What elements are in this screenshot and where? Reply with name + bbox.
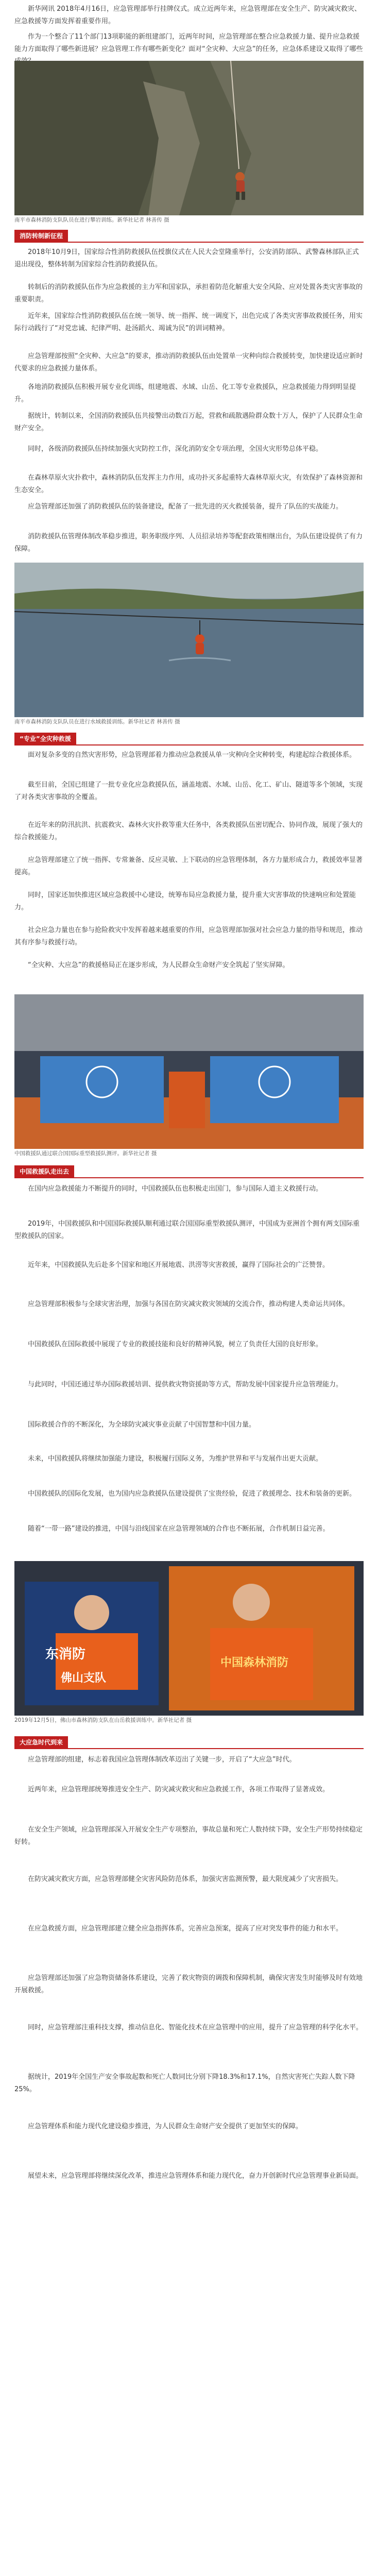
photo-sign-a: 佛山支队 xyxy=(61,1672,107,1685)
article-paragraph: 应急管理部的组建，标志着我国应急管理体制改革迈出了关键一步，开启了“大应急”时代。 xyxy=(28,1756,296,1764)
photo-water-rescue xyxy=(14,563,364,717)
article-paragraph: 应急管理部还加强了消防救援队伍的装备建设，配备了一批先进的灭火救援装备，提升了队伍的实战能力。 xyxy=(28,503,343,511)
article-paragraph: 转制后的消防救援队伍作为应急救援的主力军和国家队，承担着防范化解重大安全风险、应对处置各类灾害事故的重要职责。 xyxy=(14,283,363,303)
article-paragraph: 2018年10月9日，国家综合性消防救援队伍授旗仪式在人民大会堂隆重举行，公安消防部队、武警森林部队正式退出现役，整体转制为国家综合性消防救援队伍。 xyxy=(14,248,359,268)
section-header xyxy=(14,230,364,242)
section-title: 消防转制新征程 xyxy=(14,230,68,242)
article-paragraph: 与此同时，中国还通过举办国际救援培训、提供救灾物资援助等方式，帮助发展中国家提升应急管理能力。 xyxy=(28,1381,343,1388)
photo-caption: 南平市森林消防支队队员在进行攀岩训练。新华社记者 林善传 摄 xyxy=(14,217,169,223)
article-paragraph: 国际救援合作的不断深化，为全球防灾减灾事业贡献了中国智慧和中国力量。 xyxy=(28,1421,256,1429)
article-paragraph: 在安全生产领域，应急管理部深入开展安全生产专项整治，事故总量和死亡人数持续下降，安全生产形势持续稳定好转。 xyxy=(14,1826,363,1846)
section-header xyxy=(14,1736,364,1749)
article-paragraph: 展望未来，应急管理部将继续深化改革，推进应急管理体系和能力现代化，奋力开创新时代应急管理事业新局面。 xyxy=(28,2172,363,2180)
article-paragraph: 在近年来的防汛抗洪、抗震救灾、森林火灾扑救等重大任务中，各类救援队伍密切配合、协同作战，展现了强大的综合救援能力。 xyxy=(14,821,363,841)
article-paragraph: 应急管理部建立了统一指挥、专常兼备、反应灵敏、上下联动的应急管理体制，各方力量形成合力，救援效率显著提高。 xyxy=(14,856,363,876)
article-paragraph: 在应急救援方面，应急管理部建立健全应急指挥体系，完善应急预案，提高了应对突发事件的能力和水平。 xyxy=(28,1925,343,1933)
article-paragraph: 近年来，国家综合性消防救援队伍在统一领导、统一指挥、统一调度下，出色完成了各类灾害事故救援任务，用实际行动践行了“对党忠诚、纪律严明、赴汤蹈火、竭诚为民”的训词精神。 xyxy=(14,312,363,332)
photo-un-flags xyxy=(14,994,364,1149)
article-paragraph: 同时，各级消防救援队伍持续加强火灾防控工作，深化消防安全专项治理，全国火灾形势总体平稳。 xyxy=(28,445,323,453)
photo-rock-climbing xyxy=(14,61,364,215)
photo-caption: 中国救援队通过联合国国际重型救援队测评。新华社记者 摄 xyxy=(14,1150,157,1157)
article-paragraph: 作为一个整合了11个部门13项职能的新组建部门，近两年时间，应急管理部在整合应急救援力量、提升应急救援能力方面取得了哪些新进展？应急管理工作有哪些新变化？面对“全灾种、大应急”的任务，应急体系建设又取得了哪些 xyxy=(14,33,363,53)
article-paragraph: 截至目前，全国已组建了一批专业化应急救援队伍，涵盖地震、水域、山岳、化工、矿山、隧道等多个领域，实现了对各类灾害事故的全覆盖。 xyxy=(14,781,363,801)
article-paragraph: 同时，国家还加快推进区域应急救援中心建设，统筹布局应急救援力量，提升重大灾害事故的快速响应和处置能力。 xyxy=(14,891,356,911)
article-paragraph: 社会应急力量也在参与抢险救灾中发挥着越来越重要的作用，应急管理部加强对社会应急力量的指导和规范，推动其有序参与救援行动。 xyxy=(14,926,363,946)
article-paragraph: 据统计，2019年全国生产安全事故起数和死亡人数同比分别下降18.3%和17.1%，自然灾害死亡失踪人数下降25%。 xyxy=(14,2073,355,2093)
section-title: 大应急时代到来 xyxy=(14,1736,68,1749)
article-paragraph: 据统计，转制以来，全国消防救援队伍共接警出动数百万起，营救和疏散遇险群众数十万人，保护了人民群众生命财产安全。 xyxy=(14,412,363,432)
article-paragraph: “全灾种、大应急”的救援格局正在逐步形成，为人民群众生命财产安全筑起了坚实屏障。 xyxy=(28,961,289,969)
article-paragraph: 2019年，中国救援队和中国国际救援队顺利通过联合国国际重型救援队测评，中国成为亚洲首个拥有两支国际重型救援队的国家。 xyxy=(14,1220,360,1240)
section-header xyxy=(14,1165,364,1178)
photo-caption: 南平市森林消防支队队员在进行水域救援训练。新华社记者 林善传 摄 xyxy=(14,719,180,725)
article-paragraph: 中国救援队的国际化发展，也为国内应急救援队伍建设提供了宝贵经验，促进了救援理念、技术和装备的更新。 xyxy=(28,1490,356,1498)
photo-caption: 2019年12月5日，佛山市森林消防支队在山岳救援训练中。新华社记者 摄 xyxy=(14,1717,192,1723)
article-paragraph: 近两年来，应急管理部统筹推进安全生产、防灾减灾救灾和应急救援工作，各项工作取得了显著成效。 xyxy=(28,1786,330,1793)
article-paragraph: 未来，中国救援队将继续加强能力建设，积极履行国际义务，为维护世界和平与发展作出更大贡献。 xyxy=(28,1455,323,1463)
article-paragraph: 在森林草原火灾扑救中，森林消防队伍发挥主力作用，成功扑灭多起重特大森林草原火灾，有效保护了森林资源和生态安全。 xyxy=(14,474,363,494)
article-paragraph: 同时，应急管理部注重科技支撑，推动信息化、智能化技术在应急管理中的应用，提升了应急管理的科学化水平。 xyxy=(28,2024,363,2031)
article-paragraph: 新华网讯 2018年4月16日，应急管理部举行挂牌仪式。成立近两年来，应急管理部在安全生产、防灾减灾救灾、应急救援等方面发挥着重要作用。 xyxy=(14,5,362,25)
article-paragraph: 中国救援队在国际救援中展现了专业的救援技能和良好的精神风貌，树立了负责任大国的良好形象。 xyxy=(28,1341,323,1348)
article-paragraph: 各地消防救援队伍积极开展专业化训练，组建地震、水域、山岳、化工等专业救援队，应急救援能力得到明显提升。 xyxy=(14,383,356,403)
section-header xyxy=(14,733,364,745)
section-title: “专业”全灾种救援 xyxy=(14,733,76,745)
article-paragraph: 随着“一带一路”建设的推进，中国与沿线国家在应急管理领域的合作也不断拓展，合作机制日益完善。 xyxy=(28,1525,330,1533)
article-paragraph: 消防救援队伍管理体制改革稳步推进，职务职级序列、人员招录培养等配套政策相继出台，为队伍建设提供了有力保障。 xyxy=(14,533,363,553)
photo-sign-c: 中国森林消防 xyxy=(220,1656,289,1669)
article-paragraph: 应急管理部积极参与全球灾害治理，加强与各国在防灾减灾救灾领域的交流合作，推动构建人类命运共同体。 xyxy=(28,1300,350,1308)
section-title: 中国救援队走出去 xyxy=(14,1165,74,1178)
article-paragraph: 在国内应急救援能力不断提升的同时，中国救援队伍也积极走出国门，参与国际人道主义救援行动。 xyxy=(28,1185,323,1193)
photo-sign-b: 东消防 xyxy=(45,1647,86,1662)
article-paragraph: 近年来，中国救援队先后赴多个国家和地区开展地震、洪涝等灾害救援，赢得了国际社会的广泛赞誉。 xyxy=(28,1261,330,1269)
article-paragraph: 应急管理部按照“全灾种、大应急”的要求，推动消防救援队伍由处置单一灾种向综合救援转变，加快建设适应新时代要求的应急救援力量体系。 xyxy=(14,352,363,372)
article-paragraph: 在防灾减灾救灾方面，应急管理部健全灾害风险防范体系，加强灾害监测预警，最大限度减少了灾害损失。 xyxy=(28,1875,343,1883)
photo-forest-firefighters xyxy=(14,1561,364,1716)
article-paragraph: 面对复杂多变的自然灾害形势，应急管理部着力推动应急救援从单一灾种向全灾种转变，构建起综合救援体系。 xyxy=(28,751,356,759)
article-paragraph: 应急管理体系和能力现代化建设稳步推进，为人民群众生命财产安全提供了更加坚实的保障。 xyxy=(28,2123,303,2130)
article-paragraph: 应急管理部还加强了应急物资储备体系建设，完善了救灾物资的调拨和保障机制，确保灾害发生时能够及时有效地开展救援。 xyxy=(14,1974,363,1994)
